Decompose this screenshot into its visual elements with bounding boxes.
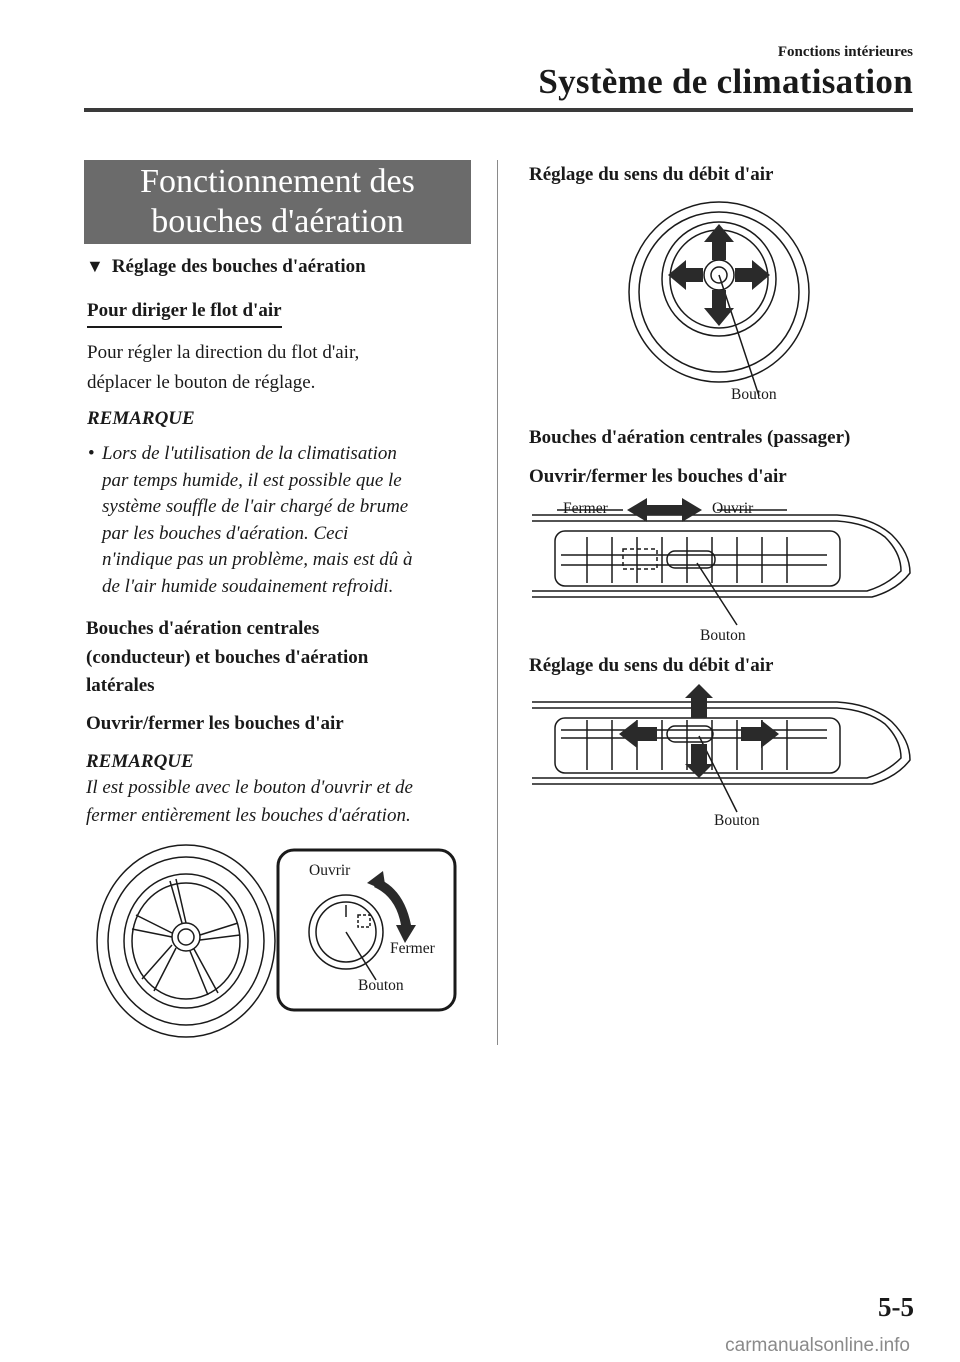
banner-line-2: bouches d'aération	[151, 203, 404, 240]
subheading-line: (conducteur) et bouches d'aération	[86, 646, 369, 668]
label-close-fig2: Fermer	[563, 500, 608, 517]
note-line: de l'air humide soudainement refroidi.	[102, 575, 394, 597]
note-title-2: REMARQUE	[86, 751, 194, 772]
section-banner	[84, 160, 471, 244]
note-line: Lors de l'utilisation de la climatisation	[102, 443, 397, 464]
heading-open-close-right: Ouvrir/fermer les bouches d'air	[529, 466, 787, 487]
page-number: 5-5	[878, 1292, 914, 1322]
subheading-line: Bouches d'aération centrales	[86, 618, 320, 639]
round-vent-direction-figure	[627, 200, 812, 385]
header-rule	[84, 108, 913, 112]
column-divider	[497, 160, 498, 1045]
intro-line: déplacer le bouton de réglage.	[87, 372, 316, 393]
note-line: par temps humide, il est possible que le	[102, 469, 402, 491]
triangle-icon: ▼	[86, 256, 104, 276]
heading-open-close: Ouvrir/fermer les bouches d'air	[86, 713, 344, 734]
page-title: Système de climatisation	[538, 62, 913, 101]
label-button-fig1: Bouton	[731, 386, 777, 403]
note-2	[86, 774, 413, 830]
intro-paragraph	[87, 338, 359, 398]
label-close: Fermer	[390, 940, 435, 957]
note-title: REMARQUE	[87, 408, 195, 429]
note-line: système souffle de l'air chargé de brume	[102, 496, 409, 517]
heading-passenger-vents: Bouches d'aération centrales (passager)	[529, 427, 851, 448]
note-line: n'indique pas un problème, mais est dû à	[102, 549, 413, 570]
banner-line-1: Fonctionnement des	[140, 163, 415, 200]
subheading-driver-vents	[86, 615, 368, 701]
heading-vent-adjustment	[86, 256, 366, 278]
label-button-fig2: Bouton	[700, 627, 746, 644]
intro-line: Pour régler la direction du flot d'air,	[87, 342, 360, 363]
label-open-fig2: Ouvrir	[712, 500, 754, 517]
label-button-fig3: Bouton	[714, 812, 760, 829]
heading-flow-direction-2: Réglage du sens du débit d'air	[529, 655, 774, 676]
side-vent-direction-figure	[527, 682, 912, 817]
heading-flow-direction-1: Réglage du sens du débit d'air	[529, 164, 774, 185]
note-line: fermer entièrement les bouches d'aération.	[86, 805, 411, 826]
section-label: Fonctions intérieures	[777, 44, 913, 60]
heading-direct-airflow: Pour diriger le flot d'air	[87, 300, 282, 328]
note-bullet	[88, 441, 478, 600]
note-line: par les bouches d'aération. Ceci	[102, 522, 349, 544]
watermark: carmanualsonline.info	[725, 1335, 910, 1356]
note-line: Il est possible avec le bouton d'ouvrir et de	[86, 777, 413, 798]
heading-text: Réglage des bouches d'aération	[111, 256, 366, 277]
label-open: Ouvrir	[309, 862, 351, 879]
subheading-line: latérales	[86, 675, 155, 696]
label-button: Bouton	[358, 977, 404, 994]
bullet-icon: •	[88, 443, 95, 464]
